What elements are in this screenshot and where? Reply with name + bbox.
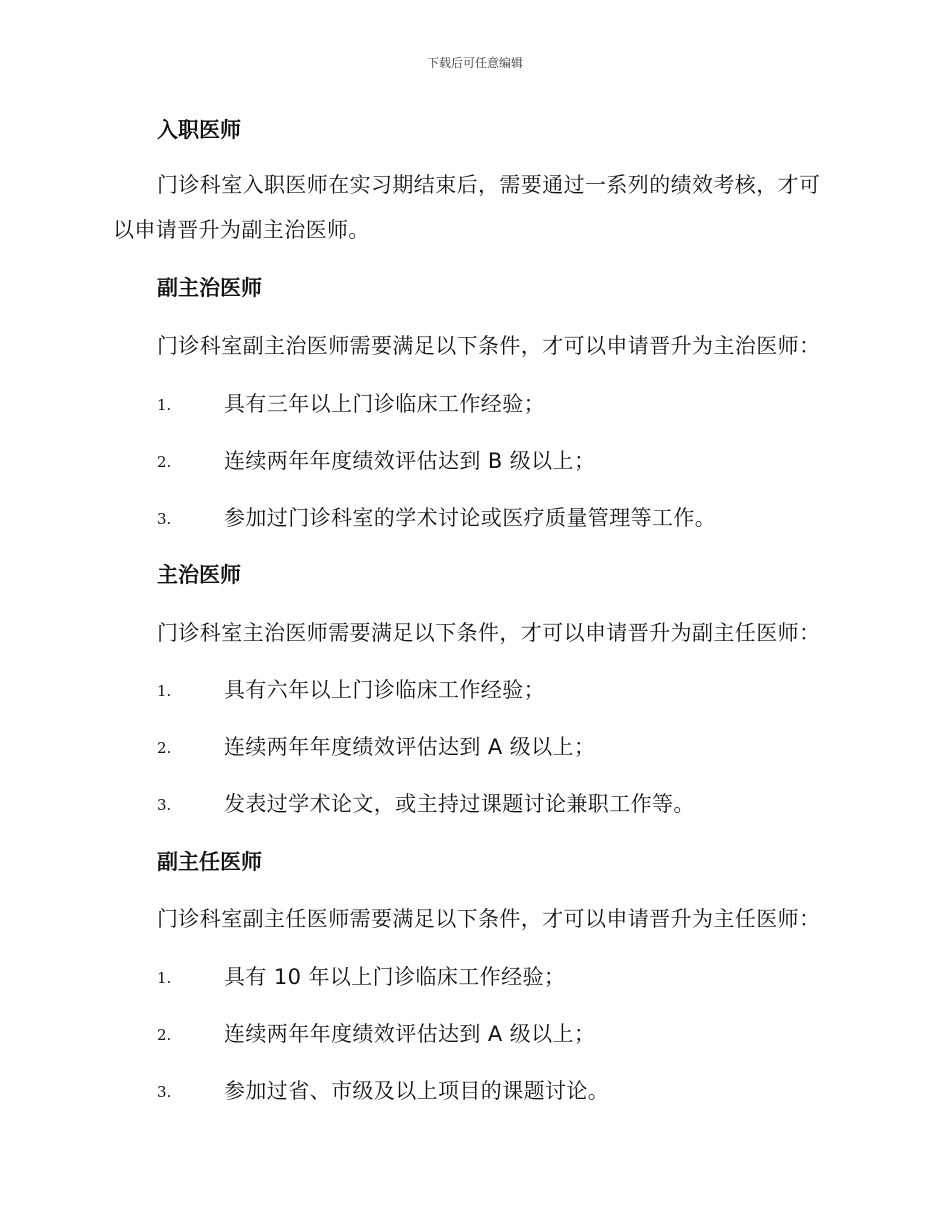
list-text: 参加过门诊科室的学术讨论或医疗质量管理等工作。 bbox=[224, 506, 717, 530]
section-paragraph: 门诊科室副主任医师需要满足以下条件，才可以申请晋升为主任医师： bbox=[157, 907, 821, 931]
list-number: 1. bbox=[157, 682, 172, 700]
section-paragraph: 门诊科室主治医师需要满足以下条件，才可以申请晋升为副主任医师： bbox=[157, 621, 821, 645]
section-heading: 副主任医师 bbox=[157, 850, 262, 874]
list-text: 具有 10 年以上门诊临床工作经验； bbox=[224, 965, 566, 989]
list-text: 参加过省、市级及以上项目的课题讨论。 bbox=[224, 1079, 610, 1103]
list-text: 连续两年年度绩效评估达到 A 级以上； bbox=[224, 735, 596, 759]
list-number: 3. bbox=[157, 796, 172, 814]
list-number: 2. bbox=[157, 453, 172, 471]
list-text: 具有六年以上门诊临床工作经验； bbox=[224, 678, 545, 702]
list-number: 2. bbox=[157, 739, 172, 757]
list-text: 连续两年年度绩效评估达到 B 级以上； bbox=[224, 449, 596, 473]
list-text: 具有三年以上门诊临床工作经验； bbox=[224, 392, 545, 416]
section-heading: 主治医师 bbox=[157, 563, 241, 587]
list-number: 1. bbox=[157, 969, 172, 987]
list-number: 3. bbox=[157, 510, 172, 528]
section-heading: 入职医师 bbox=[157, 118, 241, 142]
list-number: 1. bbox=[157, 396, 172, 414]
header-note: 下载后可任意编辑 bbox=[426, 56, 523, 70]
section-heading: 副主治医师 bbox=[157, 276, 262, 300]
list-number: 2. bbox=[157, 1026, 172, 1044]
list-number: 3. bbox=[157, 1083, 172, 1101]
list-text: 发表过学术论文，或主持过课题讨论兼职工作等。 bbox=[224, 792, 695, 816]
section-paragraph: 门诊科室入职医师在实习期结束后，需要通过一系列的绩效考核，才可以申请晋升为副主治医师。 bbox=[113, 173, 821, 242]
section-paragraph: 门诊科室副主治医师需要满足以下条件，才可以申请晋升为主治医师： bbox=[157, 334, 821, 358]
list-text: 连续两年年度绩效评估达到 A 级以上； bbox=[224, 1022, 596, 1046]
